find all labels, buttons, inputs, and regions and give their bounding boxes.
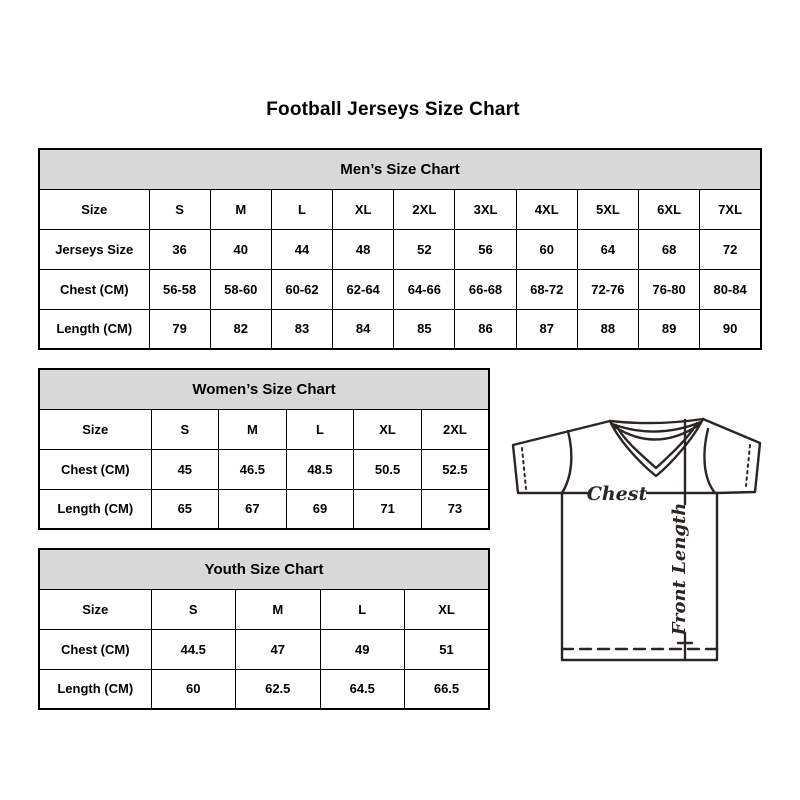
jersey-collar-top [610,419,703,423]
men-value-cell: 72 [700,229,761,269]
youth-value-cell: 47 [236,629,321,669]
women-value-cell: 2XL [421,409,489,449]
men-value-cell: 79 [149,309,210,349]
women-row-label: Length (CM) [39,489,151,529]
men-value-cell: 52 [394,229,455,269]
men-value-cell: 89 [639,309,700,349]
women-value-cell: L [286,409,354,449]
men-row-label: Length (CM) [39,309,149,349]
men-value-cell: 88 [577,309,638,349]
men-table-title: Men’s Size Chart [39,149,761,189]
men-value-cell: L [271,189,332,229]
youth-value-cell: 51 [405,629,490,669]
youth-value-cell: 62.5 [236,669,321,709]
men-value-cell: 84 [333,309,394,349]
women-row-1 [39,449,489,489]
men-value-cell: 66-68 [455,269,516,309]
men-value-cell: 58-60 [210,269,271,309]
youth-row-0 [39,589,489,629]
men-value-cell: 56-58 [149,269,210,309]
youth-value-cell: S [151,589,236,629]
chest-label: Chest [586,483,648,505]
men-value-cell: 3XL [455,189,516,229]
men-value-cell: 60-62 [271,269,332,309]
women-value-cell: 67 [219,489,287,529]
men-value-cell: 48 [333,229,394,269]
jersey-left-armhole-seam [562,431,571,493]
women-table-title: Women’s Size Chart [39,369,489,409]
men-value-cell: 2XL [394,189,455,229]
youth-header-row [39,549,489,589]
women-value-cell: 46.5 [219,449,287,489]
women-row-label: Chest (CM) [39,449,151,489]
men-row-0 [39,189,761,229]
men-row-1 [39,229,761,269]
men-value-cell: 90 [700,309,761,349]
men-value-cell: 64 [577,229,638,269]
jersey-right-cuff-stitch [746,445,750,486]
men-value-cell: 85 [394,309,455,349]
men-value-cell: 44 [271,229,332,269]
men-row-label: Chest (CM) [39,269,149,309]
youth-row-label: Chest (CM) [39,629,151,669]
women-value-cell: 71 [354,489,422,529]
men-value-cell: 80-84 [700,269,761,309]
men-value-cell: 60 [516,229,577,269]
men-row-2 [39,269,761,309]
youth-value-cell: XL [405,589,490,629]
men-value-cell: 76-80 [639,269,700,309]
page-title: Football Jerseys Size Chart [266,99,520,120]
youth-row-label: Size [39,589,151,629]
men-value-cell: 7XL [700,189,761,229]
men-value-cell: 4XL [516,189,577,229]
women-value-cell: M [219,409,287,449]
women-value-cell: XL [354,409,422,449]
men-value-cell: 36 [149,229,210,269]
youth-value-cell: M [236,589,321,629]
women-value-cell: 65 [151,489,219,529]
women-row-2 [39,489,489,529]
jersey-left-cuff-stitch [522,448,526,489]
men-value-cell: 62-64 [333,269,394,309]
men-value-cell: M [210,189,271,229]
women-value-cell: 45 [151,449,219,489]
men-value-cell: S [149,189,210,229]
men-value-cell: 40 [210,229,271,269]
women-value-cell: 48.5 [286,449,354,489]
men-row-3 [39,309,761,349]
men-value-cell: XL [333,189,394,229]
men-value-cell: 68-72 [516,269,577,309]
jersey-right-sleeve [703,419,760,493]
men-value-cell: 56 [455,229,516,269]
women-header-row [39,369,489,409]
men-value-cell: 6XL [639,189,700,229]
youth-value-cell: L [320,589,405,629]
men-row-label: Jerseys Size [39,229,149,269]
youth-value-cell: 66.5 [405,669,490,709]
women-value-cell: 52.5 [421,449,489,489]
youth-row-label: Length (CM) [39,669,151,709]
youth-table-title: Youth Size Chart [39,549,489,589]
men-value-cell: 68 [639,229,700,269]
youth-value-cell: 44.5 [151,629,236,669]
youth-value-cell: 64.5 [320,669,405,709]
men-value-cell: 64-66 [394,269,455,309]
women-value-cell: S [151,409,219,449]
men-row-label: Size [39,189,149,229]
women-row-0 [39,409,489,449]
womens-size-table [38,368,490,530]
jersey-right-armhole-seam [704,429,715,493]
front-length-label: Front Length [669,502,690,636]
youth-row-2 [39,669,489,709]
jersey-measurement-diagram [495,393,780,683]
youth-value-cell: 49 [320,629,405,669]
women-value-cell: 73 [421,489,489,529]
women-value-cell: 69 [286,489,354,529]
men-value-cell: 83 [271,309,332,349]
youth-row-1 [39,629,489,669]
men-value-cell: 86 [455,309,516,349]
men-header-row [39,149,761,189]
mens-size-table [38,148,762,350]
men-value-cell: 82 [210,309,271,349]
women-row-label: Size [39,409,151,449]
youth-value-cell: 60 [151,669,236,709]
women-value-cell: 50.5 [354,449,422,489]
men-value-cell: 5XL [577,189,638,229]
men-value-cell: 72-76 [577,269,638,309]
men-value-cell: 87 [516,309,577,349]
youth-size-table [38,548,490,710]
jersey-body-outline [562,493,717,660]
